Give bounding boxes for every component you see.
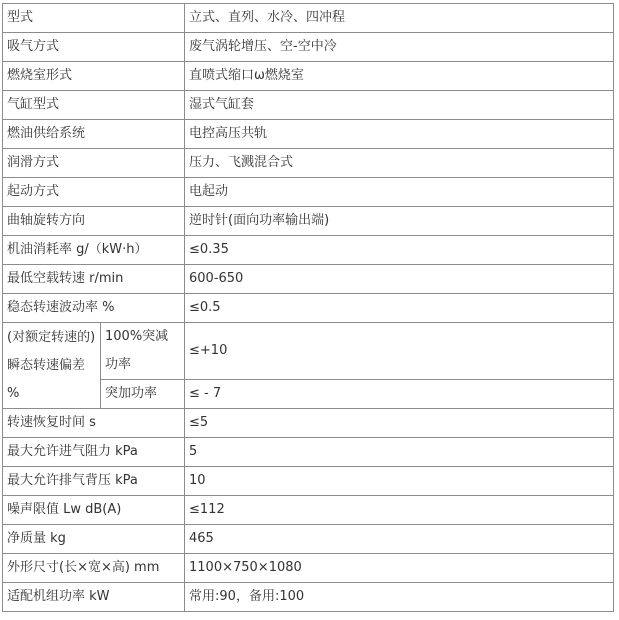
table-row bbox=[3, 149, 614, 178]
table-row bbox=[3, 236, 614, 265]
spec-value: ≤0.35 bbox=[185, 236, 614, 265]
spec-label: 气缸型式 bbox=[3, 91, 185, 120]
table-row bbox=[3, 207, 614, 236]
spec-label: 燃烧室形式 bbox=[3, 62, 185, 91]
table-row bbox=[3, 265, 614, 294]
table-row bbox=[3, 62, 614, 91]
spec-label: 外形尺寸(长×宽×高) mm bbox=[3, 554, 185, 583]
transient-deviation-label: (对额定转速的)瞬态转速偏差 % bbox=[3, 323, 101, 409]
table-row bbox=[3, 438, 614, 467]
spec-label: 机油消耗率 g/（kW·h） bbox=[3, 236, 185, 265]
table-row bbox=[3, 91, 614, 120]
spec-label: 吸气方式 bbox=[3, 33, 185, 62]
spec-label: 型式 bbox=[3, 4, 185, 33]
spec-value: 5 bbox=[185, 438, 614, 467]
sub-label-load-reduction: 100%突减功率 bbox=[101, 323, 185, 380]
spec-value: 1100×750×1080 bbox=[185, 554, 614, 583]
sub-label-load-increase: 突加功率 bbox=[101, 380, 185, 409]
table-row bbox=[3, 525, 614, 554]
spec-label: 噪声限值 Lw dB(A) bbox=[3, 496, 185, 525]
spec-label: 转速恢复时间 s bbox=[3, 409, 185, 438]
table-row bbox=[3, 554, 614, 583]
spec-label: 净质量 kg bbox=[3, 525, 185, 554]
spec-value: 压力、飞溅混合式 bbox=[185, 149, 614, 178]
spec-value: 常用:90，备用:100 bbox=[185, 583, 614, 612]
spec-value: 电控高压共轨 bbox=[185, 120, 614, 149]
spec-value: ≤+10 bbox=[185, 323, 614, 380]
spec-value: 废气涡轮增压、空-空中冷 bbox=[185, 33, 614, 62]
table-row bbox=[3, 467, 614, 496]
table-row bbox=[3, 583, 614, 612]
spec-table bbox=[2, 3, 614, 612]
spec-label: 最低空载转速 r/min bbox=[3, 265, 185, 294]
table-row bbox=[3, 178, 614, 207]
table-row bbox=[3, 409, 614, 438]
spec-value: 10 bbox=[185, 467, 614, 496]
spec-value: 600-650 bbox=[185, 265, 614, 294]
spec-label: 曲轴旋转方向 bbox=[3, 207, 185, 236]
spec-value: ≤112 bbox=[185, 496, 614, 525]
table-row bbox=[3, 496, 614, 525]
spec-label: 润滑方式 bbox=[3, 149, 185, 178]
spec-value: 电起动 bbox=[185, 178, 614, 207]
spec-value: ≤5 bbox=[185, 409, 614, 438]
spec-label: 适配机组功率 kW bbox=[3, 583, 185, 612]
table-row bbox=[3, 120, 614, 149]
spec-value: ≤ - 7 bbox=[185, 380, 614, 409]
spec-value: 湿式气缸套 bbox=[185, 91, 614, 120]
table-row bbox=[3, 33, 614, 62]
spec-value: ≤0.5 bbox=[185, 294, 614, 323]
table-row bbox=[3, 294, 614, 323]
spec-label: 最大允许排气背压 kPa bbox=[3, 467, 185, 496]
table-row bbox=[3, 4, 614, 33]
spec-value: 直喷式缩口ω燃烧室 bbox=[185, 62, 614, 91]
spec-label: 燃油供给系统 bbox=[3, 120, 185, 149]
spec-label: 稳态转速波动率 % bbox=[3, 294, 185, 323]
table-row bbox=[3, 323, 614, 380]
spec-value: 465 bbox=[185, 525, 614, 554]
spec-value: 立式、直列、水冷、四冲程 bbox=[185, 4, 614, 33]
spec-label: 起动方式 bbox=[3, 178, 185, 207]
spec-label: 最大允许进气阻力 kPa bbox=[3, 438, 185, 467]
spec-value: 逆时针(面向功率输出端) bbox=[185, 207, 614, 236]
